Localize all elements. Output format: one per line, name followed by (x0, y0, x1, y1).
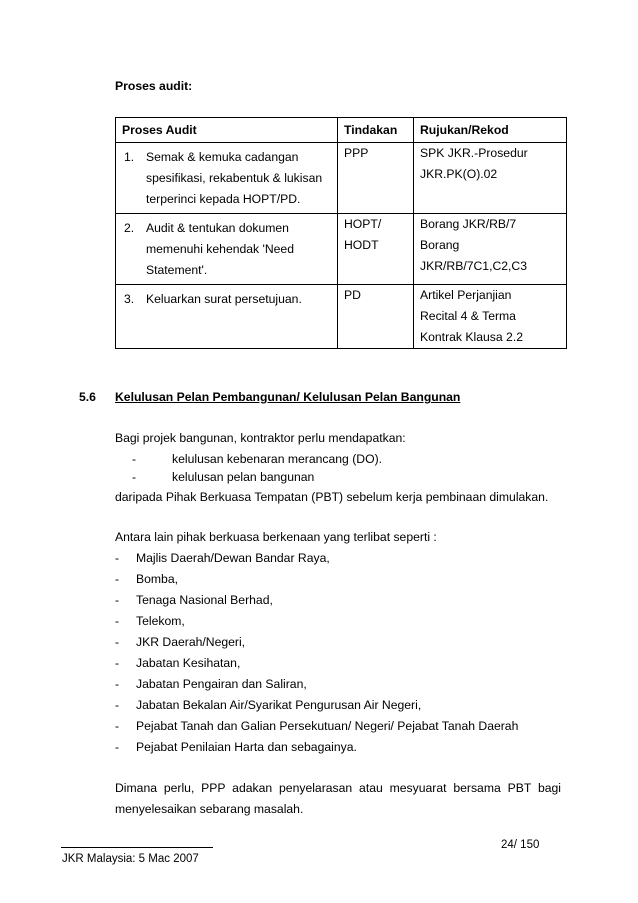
intro-paragraph: Bagi projek bangunan, kontraktor perlu mendapatkan: (115, 431, 406, 445)
list-dash: - (115, 593, 120, 607)
list-item: Pejabat Tanah dan Galian Persekutuan/ Negeri/ Pejabat Tanah Daerah (136, 719, 519, 733)
authorities-intro: Antara lain pihak berkuasa berkenaan yang terlibat seperti : (115, 530, 437, 544)
proses-line: Keluarkan surat persetujuan. (146, 292, 302, 306)
step-number: 2. (124, 221, 135, 235)
footer-text: JKR Malaysia: 5 Mac 2007 (62, 853, 199, 865)
proses-cell (116, 285, 338, 349)
rujukan-line: Recital 4 & Terma (420, 309, 516, 323)
tindakan-line: HODT (344, 238, 379, 252)
list-item: Bomba, (136, 572, 179, 586)
tindakan-line: PPP (344, 146, 369, 160)
rujukan-cell (414, 214, 567, 285)
list-dash: - (115, 551, 120, 565)
rujukan-line: JKR.PK(O).02 (420, 167, 498, 181)
sub-item: kelulusan pelan bangunan (172, 470, 315, 484)
step-number: 1. (124, 150, 135, 164)
rujukan-line: Borang JKR/RB/7 (420, 217, 517, 231)
step-number: 3. (124, 292, 135, 306)
table-row (116, 285, 567, 349)
list-dash: - (115, 656, 120, 670)
rujukan-line: Artikel Perjanjian (420, 288, 512, 302)
list-dash: - (115, 677, 120, 691)
tindakan-cell (338, 214, 414, 285)
rujukan-cell (414, 143, 567, 214)
sub-item: kelulusan kebenaran merancang (DO). (172, 452, 383, 466)
list-item: Jabatan Bekalan Air/Syarikat Pengurusan Air Negeri, (136, 698, 422, 712)
list-dash: - (115, 698, 120, 712)
list-item: Jabatan Pengairan dan Saliran, (136, 677, 307, 691)
proses-line: Audit & tentukan dokumen (146, 221, 289, 235)
list-item: Pejabat Penilaian Harta dan sebagainya. (136, 740, 357, 754)
audit-heading: Proses audit: (115, 79, 193, 93)
footer-rule (61, 847, 213, 848)
table-row (116, 143, 567, 214)
closing-paragraph-line: menyelesaikan sebarang masalah. (115, 802, 304, 816)
sub-item-dash: - (132, 470, 137, 484)
list-dash: - (115, 635, 120, 649)
proses-line: Semak & kemuka cadangan (146, 150, 299, 164)
table-row (116, 214, 567, 285)
tindakan-cell (338, 285, 414, 349)
column-header-rujukan: Rujukan/Rekod (414, 118, 567, 143)
column-header-tindakan: Tindakan (338, 118, 414, 143)
list-dash: - (115, 572, 120, 586)
sub-item-dash: - (132, 452, 137, 466)
list-dash: - (115, 614, 120, 628)
closing-paragraph-line: Dimana perlu, PPP adakan penyelarasan atau mesyuarat bersama PBT bagi (115, 781, 561, 795)
list-item: Tenaga Nasional Berhad, (136, 593, 273, 607)
list-item: Telekom, (136, 614, 185, 628)
section-number: 5.6 (79, 390, 96, 404)
list-dash: - (115, 719, 120, 733)
after-sub-paragraph: daripada Pihak Berkuasa Tempatan (PBT) sebelum kerja pembinaan dimulakan. (115, 490, 549, 504)
column-header-proses: Proses Audit (116, 118, 338, 143)
tindakan-line: HOPT/ (344, 217, 382, 231)
table-header-row (116, 118, 567, 143)
proses-line: spesifikasi, rekabentuk & lukisan (146, 171, 323, 185)
proses-cell (116, 143, 338, 214)
rujukan-line: SPK JKR.-Prosedur (420, 146, 528, 160)
tindakan-cell (338, 143, 414, 214)
list-dash: - (115, 740, 120, 754)
proses-line: Statement'. (146, 263, 208, 277)
audit-process-table (115, 117, 567, 349)
list-item: Majlis Daerah/Dewan Bandar Raya, (136, 551, 330, 565)
list-item: Jabatan Kesihatan, (136, 656, 241, 670)
proses-line: terperinci kepada HOPT/PD. (146, 192, 301, 206)
tindakan-line: PD (344, 288, 361, 302)
list-item: JKR Daerah/Negeri, (136, 635, 246, 649)
page-number: 24/ 150 (501, 839, 540, 851)
section-title: Kelulusan Pelan Pembangunan/ Kelulusan Pelan Bangunan (115, 390, 461, 404)
rujukan-line: Borang (420, 238, 460, 252)
rujukan-cell (414, 285, 567, 349)
rujukan-line: JKR/RB/7C1,C2,C3 (420, 259, 528, 273)
rujukan-line: Kontrak Klausa 2.2 (420, 330, 523, 344)
proses-line: memenuhi kehendak 'Need (146, 242, 294, 256)
proses-cell (116, 214, 338, 285)
